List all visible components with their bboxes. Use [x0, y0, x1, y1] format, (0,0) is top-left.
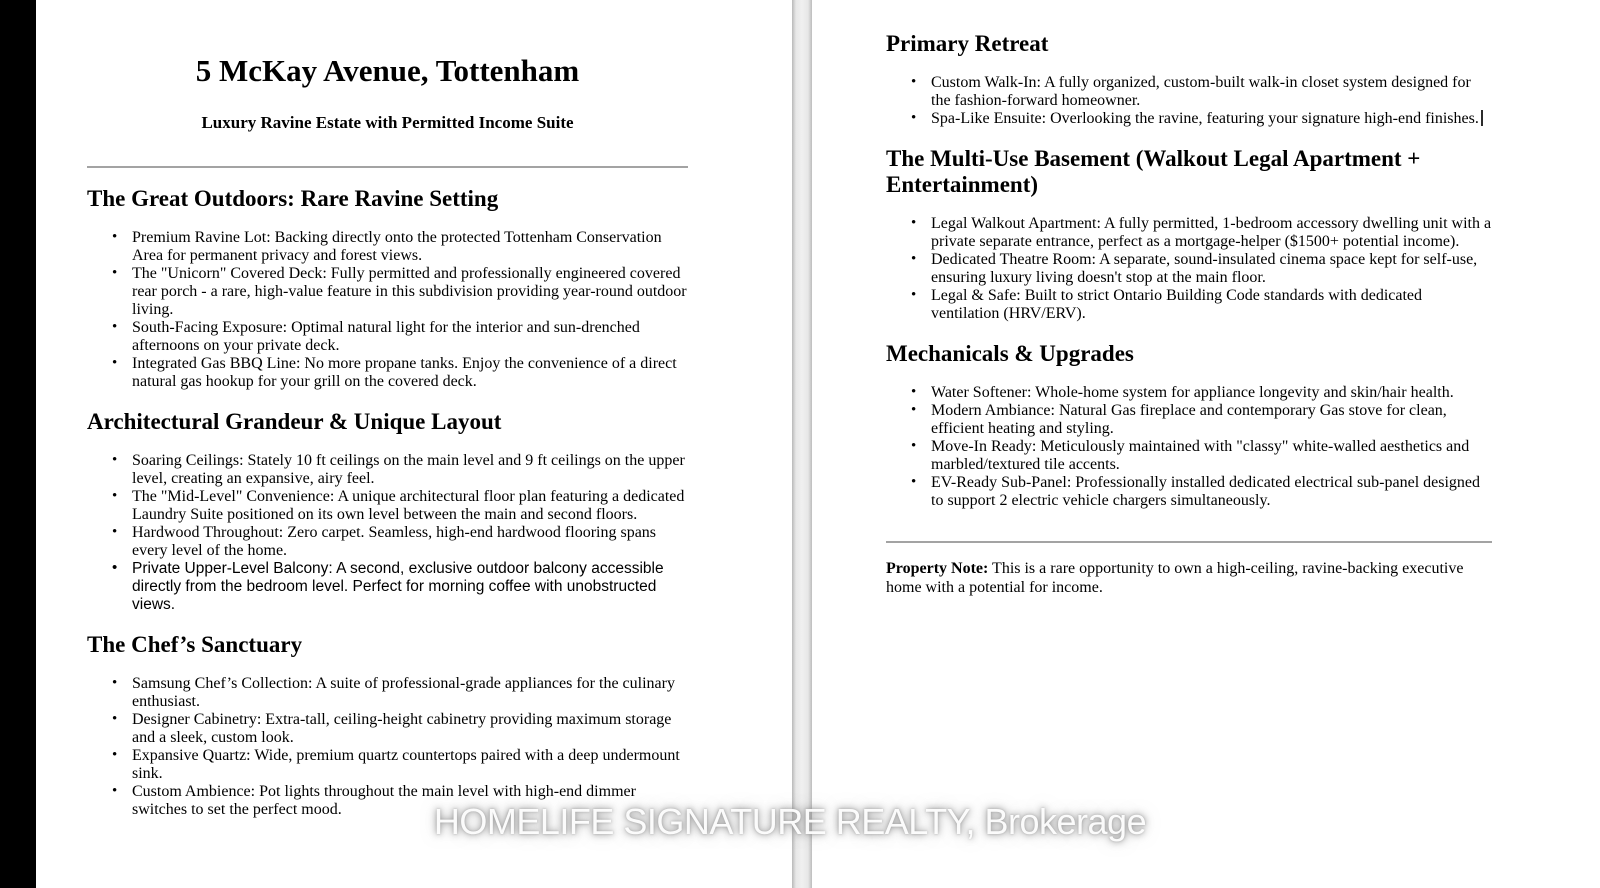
bullet-item: • Dedicated Theatre Room: A separate, sound-insulated cinema space kept for self-use, ensuring luxury living doesn't stop at the main floor.	[886, 251, 1492, 287]
bullet-item: • Move-In Ready: Meticulously maintained with "classy" white-walled aesthetics and marbled/textured tile accents.	[886, 438, 1492, 474]
bullet-item: • Water Softener: Whole-home system for appliance longevity and skin/hair health.	[886, 384, 1492, 402]
bullet-item: • EV-Ready Sub-Panel: Professionally installed dedicated electrical sub-panel designed to support 2 electric vehicle chargers simultaneously.	[886, 474, 1492, 510]
bullet-item: • Premium Ravine Lot: Backing directly onto the protected Tottenham Conservation Area for permanent privacy and forest views.	[87, 229, 688, 265]
bullet-item: • Designer Cabinetry: Extra-tall, ceiling-height cabinetry providing maximum storage and a sleek, custom look.	[87, 711, 688, 747]
doc-title: 5 McKay Avenue, Tottenham	[195, 53, 580, 88]
bullet-item: • Hardwood Throughout: Zero carpet. Seamless, high-end hardwood flooring spans every level of the home.	[87, 524, 688, 560]
section-heading: Primary Retreat	[886, 31, 1049, 56]
doc-subtitle: Luxury Ravine Estate with Permitted Income Suite	[201, 113, 574, 132]
bullet-item: • The "Unicorn" Covered Deck: Fully permitted and professionally engineered covered rear porch - a rare, high-value feature in this subdivision providing year-round outdoor living.	[87, 265, 688, 319]
section-heading: The Chef’s Sanctuary	[87, 632, 303, 657]
bullet-item: • Expansive Quartz: Wide, premium quartz countertops paired with a deep undermount sink.	[87, 747, 688, 783]
bullet-item: • Custom Walk-In: A fully organized, custom-built walk-in closet system designed for the fashion-forward homeowner.	[886, 74, 1492, 110]
bullet-item: • Legal & Safe: Built to strict Ontario Building Code standards with dedicated ventilation (HRV/ERV).	[886, 287, 1492, 323]
bullet-item: • The "Mid-Level" Convenience: A unique architectural floor plan featuring a dedicated Laundry Suite positioned on its own level between the main and second floors.	[87, 488, 688, 524]
bullet-item: • Legal Walkout Apartment: A fully permitted, 1-bedroom accessory dwelling unit with a private separate entrance, perfect as a mortgage-helper ($1500+ potential income).	[886, 215, 1492, 251]
property-note-label: Property Note:	[886, 560, 989, 577]
page-1-sections	[87, 186, 688, 819]
bullet-list	[87, 452, 688, 614]
title-divider	[87, 166, 688, 168]
section-heading: The Multi-Use Basement (Walkout Legal Apartment + Entertainment)	[886, 146, 1421, 197]
bullet-item: • Soaring Ceilings: Stately 10 ft ceilings on the main level and 9 ft ceilings on the upper level, creating an expansive, airy feel.	[87, 452, 688, 488]
bullet-item: • Integrated Gas BBQ Line: No more propane tanks. Enjoy the convenience of a direct natural gas hookup for your grill on the covered deck.	[87, 355, 688, 391]
viewer-left-edge	[0, 0, 36, 888]
property-note	[886, 560, 1492, 597]
section-heading: The Great Outdoors: Rare Ravine Setting	[87, 186, 499, 211]
bullet-item: • Custom Ambience: Pot lights throughout the main level with high-end dimmer switches to set the perfect mood.	[87, 783, 688, 819]
bullet-item: • South-Facing Exposure: Optimal natural light for the interior and sun-drenched afternoons on your private deck.	[87, 319, 688, 355]
page-2[interactable]	[812, 0, 1600, 888]
section-heading: Architectural Grandeur & Unique Layout	[87, 409, 502, 434]
page-2-sections	[886, 31, 1492, 510]
bullet-item: • Spa-Like Ensuite: Overlooking the ravine, featuring your signature high-end finishes.	[886, 110, 1492, 128]
bullet-list	[87, 229, 688, 391]
section-heading: Mechanicals & Upgrades	[886, 341, 1134, 366]
bullet-list	[87, 675, 688, 819]
brokerage-watermark: HOMELIFE SIGNATURE REALTY, Brokerage	[433, 801, 1147, 842]
bullet-item: • Samsung Chef’s Collection: A suite of professional-grade appliances for the culinary enthusiast.	[87, 675, 688, 711]
bullet-item: • Private Upper-Level Balcony: A second, exclusive outdoor balcony accessible directly from the bedroom level. Perfect for morning coffee with unobstructed views.	[87, 560, 688, 614]
bullet-item: • Modern Ambiance: Natural Gas fireplace and contemporary Gas stove for clean, efficient heating and styling.	[886, 402, 1492, 438]
property-note-text: This is a rare opportunity to own a high-ceiling, ravine-backing executive home with a potential for income.	[886, 560, 1464, 596]
page-1[interactable]	[36, 0, 792, 888]
page-gutter	[792, 0, 812, 888]
note-divider	[886, 541, 1492, 543]
page-1-content	[87, 53, 688, 819]
bullet-list	[886, 74, 1492, 128]
page-2-content	[886, 0, 1492, 597]
bullet-list	[886, 215, 1492, 323]
bullet-list	[886, 384, 1492, 510]
text-cursor	[1481, 110, 1483, 126]
